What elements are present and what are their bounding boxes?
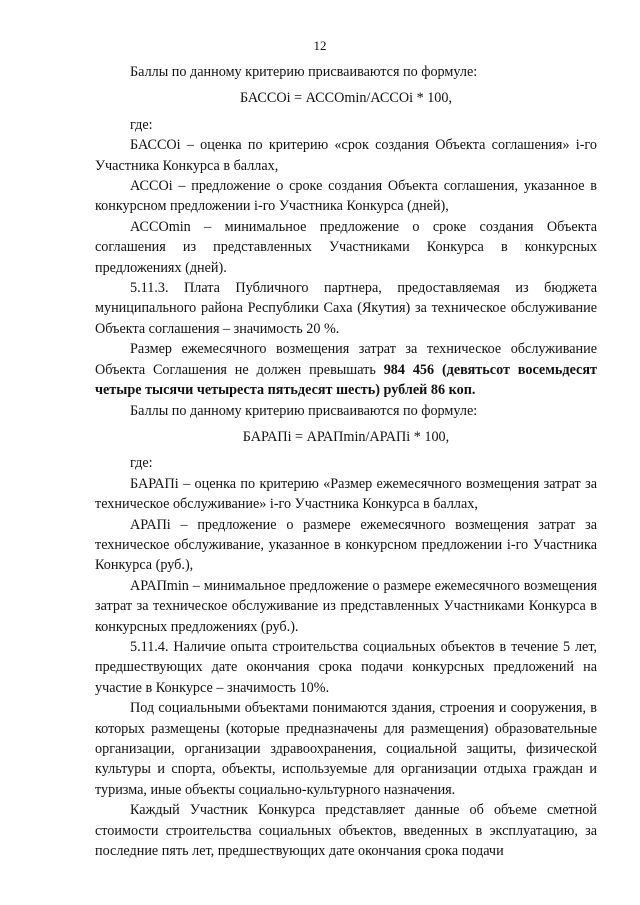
formula-barapi: БАРАПi = АРАПmin/АРАПi * 100, <box>242 428 450 445</box>
paragraph-text: Размер ежемесячного возмещения затрат за техническое обслуживание Объекта Соглашения не должен превышать <box>95 341 597 378</box>
paragraph: БАРАПi – оценка по критерию «Размер ежемесячного возмещения затрат за техническое обслуживание» i-го Участника Конкурса в баллах, <box>95 475 597 513</box>
paragraph: Под социальными объектами понимаются здания, строения и сооружения, в которых размещены (которые предназначены для размещения) образовательные организации, организации здравоохранения, социальной защиты, физической культуры и спорта, объекты, используемые для организации отдыха граждан и туризма, иные объекты социально-культурного назначения. <box>95 700 597 798</box>
formula-bassoi: БАССОi = АССОmin/АССОi * 100, <box>239 90 453 107</box>
paragraph: АРАПmin – минимальное предложение о размере ежемесячного возмещения затрат за техническое обслуживание из представленных Участниками Конкурса в конкурсных предложениях (руб.). <box>95 577 597 635</box>
paragraph: Баллы по данному критерию присваиваются по формуле: <box>130 402 478 419</box>
paragraph: АРАПi – предложение о размере ежемесячного возмещения затрат за техническое обслуживание, указанное в конкурсном предложении i-го Участника Конкурса (руб.), <box>95 516 597 574</box>
paragraph: где: <box>130 455 153 472</box>
paragraph: где: <box>130 116 153 133</box>
paragraph: Баллы по данному критерию присваиваются по формуле: <box>130 64 478 80</box>
page-number: 12 <box>313 38 327 53</box>
paragraph: АССОmin – минимальное предложение о сроке создания Объекта соглашения из представленных Участниками Конкурса в конкурсных предложениях (дней). <box>95 218 597 276</box>
paragraph-max-amount <box>95 339 597 400</box>
paragraph: БАССОi – оценка по критерию «срок создания Объекта соглашения» i-го Участника Конкурса в баллах, <box>95 137 597 174</box>
section-5-11-4: 5.11.4. Наличие опыта строительства социальных объектов в течение 5 лет, предшествующих дате окончания срока подачи конкурсных предложений на участие в Конкурсе – значимость 10%. <box>95 638 597 696</box>
paragraph: АССОi – предложение о сроке создания Объекта соглашения, указанное в конкурсном предложении i-го Участника Конкурса (дней), <box>95 178 597 215</box>
paragraph: Каждый Участник Конкурса представляет данные об объеме сметной стоимости строительства социальных объектов, введенных в эксплуатацию, за последние пять лет, предшествующих дате окончания срока подачи <box>95 802 597 860</box>
document-body <box>95 62 597 861</box>
section-5-11-3: 5.11.3. Плата Публичного партнера, предоставляемая из бюджета муниципального района Республики Саха (Якутия) за техническое обслуживание Объекта соглашения – значимость 20 %. <box>95 280 597 337</box>
max-amount-bold: 984 456 (девятьсот восемьдесят четыре тысячи четыреста пятьдесят шесть) рублей 86 коп. <box>95 361 597 399</box>
